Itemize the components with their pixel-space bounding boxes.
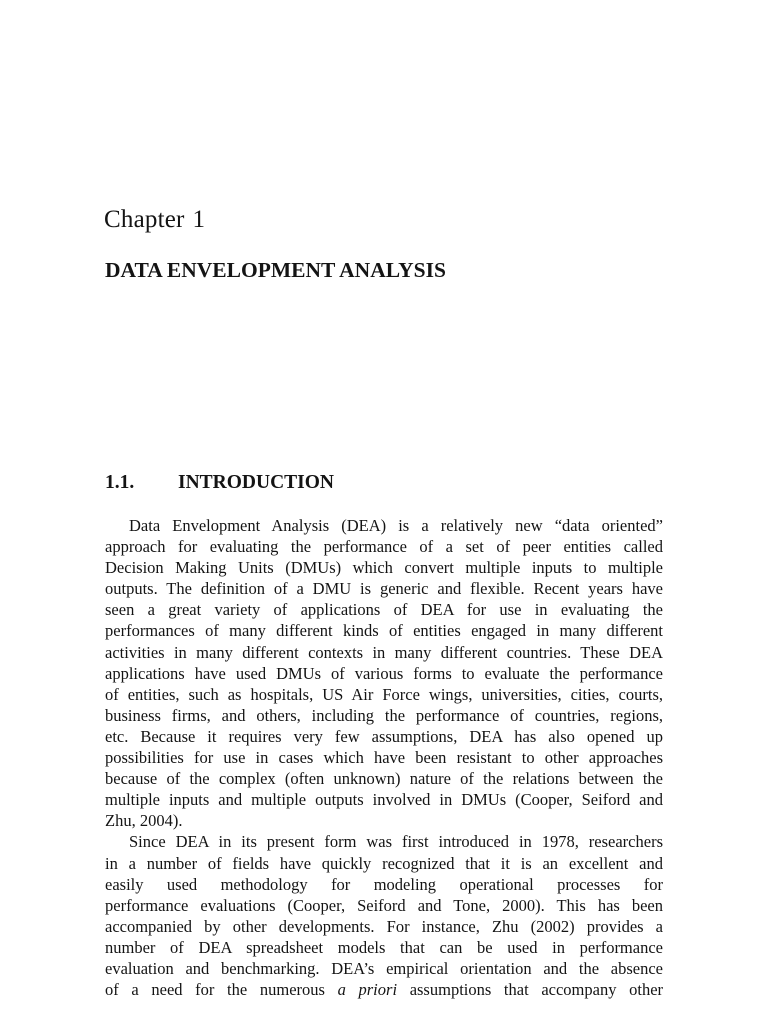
section-number: 1.1. bbox=[105, 472, 135, 493]
text-line: etc. Because it requires very few assumptions, DEA has also opened up bbox=[105, 726, 663, 746]
text-line: performances of many different kinds of entities engaged in many different bbox=[105, 621, 663, 641]
text-line: performance evaluations (Cooper, Seiford and Tone, 2000). This has been bbox=[105, 895, 663, 915]
text-line: seen a great variety of applications of DEA for use in evaluating the bbox=[105, 600, 663, 620]
text-line: Since DEA in its present form was first introduced in 1978, researchers bbox=[129, 832, 663, 852]
text-segment: of a need for the numerous bbox=[105, 980, 325, 1000]
text-line: business firms, and others, including the performance of countries, regions, bbox=[105, 705, 663, 725]
text-line: in a number of fields have quickly recognized that it is an excellent and bbox=[105, 853, 663, 873]
text-line: possibilities for use in cases which have been resistant to other approaches bbox=[105, 748, 663, 768]
text-line: Decision Making Units (DMUs) which convert multiple inputs to multiple bbox=[105, 558, 663, 578]
text-line: applications have used DMUs of various forms to evaluate the performance bbox=[105, 663, 663, 683]
text-line: outputs. The definition of a DMU is generic and flexible. Recent years have bbox=[105, 579, 663, 599]
body-text bbox=[105, 515, 663, 1000]
italic-phrase: a priori bbox=[337, 980, 398, 1000]
chapter-label bbox=[104, 204, 205, 236]
section-heading bbox=[105, 470, 334, 496]
text-line: activities in many different contexts in many different countries. These DEA bbox=[105, 642, 663, 662]
text-line: number of DEA spreadsheet models that can be used in performance bbox=[105, 937, 663, 957]
text-line: Data Envelopment Analysis (DEA) is a relatively new “data oriented” bbox=[129, 516, 663, 535]
chapter-word: Chapter bbox=[104, 206, 185, 233]
text-line: accompanied by other developments. For instance, Zhu (2002) provides a bbox=[105, 916, 663, 936]
text-line: evaluation and benchmarking. DEA’s empirical orientation and the absence bbox=[105, 958, 663, 978]
text-line: approach for evaluating the performance of a set of peer entities called bbox=[105, 537, 663, 557]
text-segment: assumptions that accompany other bbox=[409, 980, 664, 1000]
text-line bbox=[105, 979, 663, 1000]
chapter-title: DATA ENVELOPMENT ANALYSIS bbox=[105, 258, 446, 282]
text-line: Zhu, 2004). bbox=[105, 811, 183, 831]
text-line: multiple inputs and multiple outputs involved in DMUs (Cooper, Seiford and bbox=[105, 790, 663, 810]
text-line: of entities, such as hospitals, US Air Force wings, universities, cities, courts, bbox=[105, 684, 663, 704]
chapter-number: 1 bbox=[192, 206, 206, 233]
section-title: INTRODUCTION bbox=[178, 472, 335, 493]
text-line: because of the complex (often unknown) nature of the relations between the bbox=[105, 769, 663, 789]
text-line: easily used methodology for modeling operational processes for bbox=[105, 874, 663, 894]
